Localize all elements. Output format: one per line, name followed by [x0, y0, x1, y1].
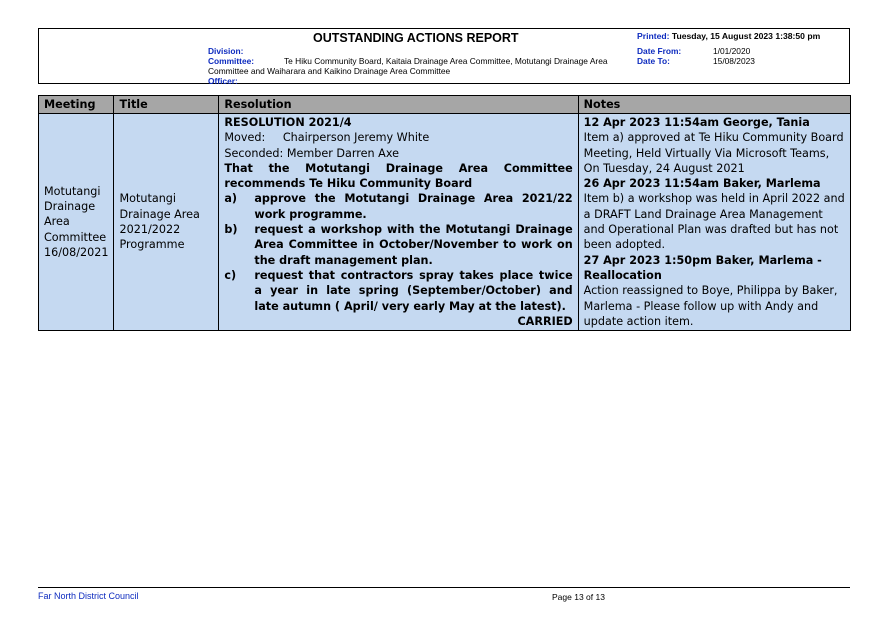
title-cell	[114, 114, 219, 331]
item-key: a)	[224, 192, 238, 206]
title-line: Motutangi	[119, 192, 177, 206]
actions-table	[38, 95, 851, 331]
note-heading: 27 Apr 2023 1:50pm Baker, Marlema - Reallocation	[583, 253, 822, 282]
date-from-value: 1/01/2020	[713, 46, 751, 56]
resolution-number: RESOLUTION 2021/4	[224, 116, 352, 129]
footer-page-number: Page 13 of 13	[552, 592, 605, 602]
meeting-line: Motutangi	[44, 184, 101, 198]
date-from-label: Date From:	[637, 46, 682, 56]
resolution-item	[224, 268, 572, 314]
officer-label: Officer:	[208, 76, 238, 86]
committee-line-1: Te Hiku Community Board, Kaitaia Drainage Area Committee, Motutangi Drainage Area	[284, 56, 608, 66]
date-to-value: 15/08/2023	[713, 56, 755, 66]
printed-info	[637, 31, 820, 41]
header-meeting: Meeting	[39, 96, 114, 114]
seconded-line: Seconded: Member Darren Axe	[224, 146, 399, 160]
printed-label: Printed:	[637, 31, 670, 41]
title-line: Drainage Area	[119, 207, 200, 221]
moved-label: Moved:	[224, 131, 266, 145]
title-line: 2021/2022	[119, 223, 181, 237]
printed-value: Tuesday, 15 August 2023 1:38:50 pm	[671, 31, 821, 41]
header-notes: Notes	[578, 96, 850, 114]
note-body: Item b) a workshop was held in April 2022 and a DRAFT Land Drainage Area Management and Operational Plan was drafted but has not been adopted.	[583, 192, 845, 252]
meeting-line: Committee	[44, 230, 107, 244]
table-row	[39, 114, 851, 331]
moved-value: Chairperson Jeremy White	[282, 131, 430, 145]
header-resolution: Resolution	[219, 96, 578, 114]
resolution-status: CARRIED	[517, 314, 573, 328]
footer-org: Far North District Council	[38, 591, 139, 601]
title-line: Programme	[119, 238, 185, 252]
committee-line-2: Committee and Waiharara and Kaikino Drainage Area Committee	[208, 66, 451, 76]
item-key: b)	[224, 223, 238, 237]
moved-line	[224, 130, 572, 145]
resolution-cell	[219, 114, 578, 331]
meeting-line: Area	[44, 215, 70, 229]
table-header-row	[39, 96, 851, 114]
notes-cell	[578, 114, 850, 331]
report-title: OUTSTANDING ACTIONS REPORT	[313, 31, 519, 45]
meeting-line: Drainage	[44, 200, 96, 214]
header-title: Title	[114, 96, 219, 114]
note-heading: 26 Apr 2023 11:54am Baker, Marlema	[583, 177, 821, 191]
item-text: approve the Motutangi Drainage Area 2021/22 work programme.	[254, 192, 573, 221]
resolution-item	[224, 222, 572, 268]
committee-label: Committee:	[208, 56, 255, 66]
item-key: c)	[224, 268, 237, 282]
division-label: Division:	[208, 46, 244, 56]
note-body: Item a) approved at Te Hiku Community Board Meeting, Held Virtually Via Microsoft Teams, On Tuesday, 24 August 2021	[583, 131, 844, 175]
note-heading: 12 Apr 2023 11:54am George, Tania	[583, 116, 810, 129]
note-body: Action reassigned to Boye, Philippa by Baker, Marlema - Please follow up with Andy and update action item.	[583, 284, 838, 328]
item-text: request a workshop with the Motutangi Drainage Area Committee in October/November to work on the draft management plan.	[254, 223, 573, 267]
item-text: request that contractors spray takes place twice a year in late spring (September/October) and late autumn ( April/ very early May at the latest).	[254, 268, 573, 313]
resolution-intro: That the Motutangi Drainage Area Committee recommends Te Hiku Community Board	[224, 161, 573, 191]
resolution-item	[224, 191, 572, 222]
meeting-cell	[39, 114, 114, 331]
date-to-label: Date To:	[637, 56, 670, 66]
footer-divider	[38, 587, 850, 588]
meeting-date: 16/08/2021	[44, 246, 109, 260]
